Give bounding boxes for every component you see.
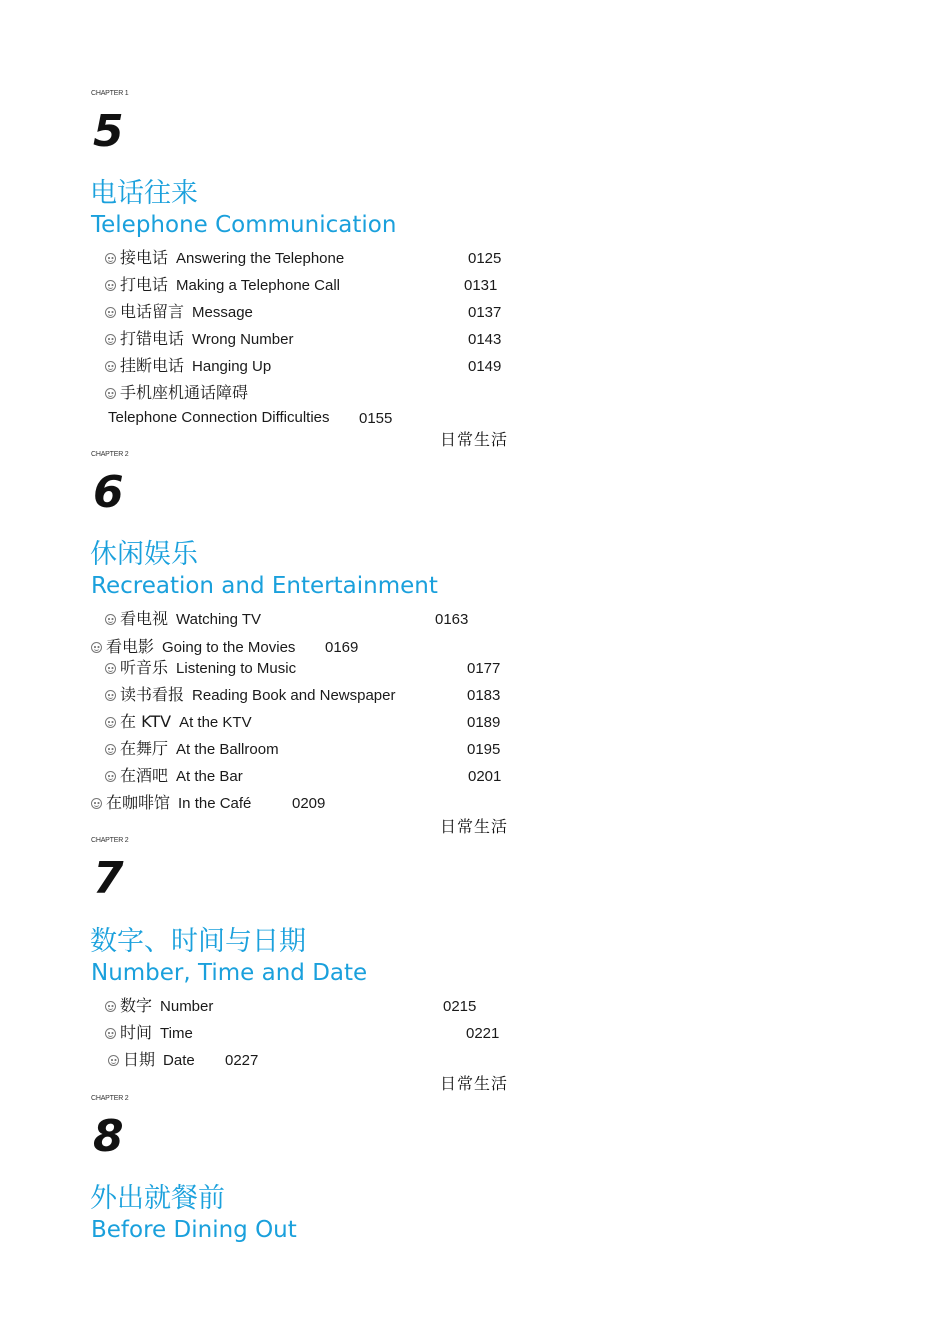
entry-title-en: Hanging Up (192, 358, 272, 375)
entry-title-en: Message (192, 304, 253, 321)
toc-entry[interactable] (105, 1024, 193, 1043)
entry-title-zh: 数字 (120, 996, 153, 1015)
toc-entry[interactable] (105, 330, 293, 349)
entry-title-zh: 在酒吧 (120, 766, 169, 785)
entry-title-en: At the KTV (179, 714, 252, 731)
page-number: 0131 (464, 277, 498, 294)
toc-entry[interactable] (105, 610, 261, 629)
entry-title-en: Listening to Music (176, 660, 297, 677)
page-number: 0215 (443, 998, 477, 1015)
entry-title-zh: 在舞厅 (120, 739, 169, 758)
entry-title-zh: 在咖啡馆 (106, 793, 171, 812)
chapter-title-zh: 休闲娱乐 (90, 539, 198, 570)
entry-title-zh: 看电影 (106, 637, 155, 656)
smiley-icon (105, 334, 116, 345)
smiley-icon (105, 361, 116, 372)
toc-entry[interactable] (105, 740, 279, 759)
chapter-label: CHAPTER 1 (91, 90, 129, 97)
chapter-title-en: Recreation and Entertainment (91, 573, 438, 599)
entry-title-en: At the Ballroom (176, 741, 279, 758)
smiley-icon (105, 744, 116, 755)
chapter-title-zh: 数字、时间与日期 (90, 926, 306, 957)
page-number: 0149 (468, 358, 502, 375)
smiley-icon (105, 614, 116, 625)
page-number: 0177 (467, 660, 501, 677)
chapter-number: 7 (93, 853, 124, 904)
entry-title-en: Time (160, 1025, 193, 1042)
page-number: 0183 (467, 687, 501, 704)
entry-title-en: In the Café (178, 795, 252, 812)
chapter-title-en: Number, Time and Date (91, 960, 368, 986)
chapter-title-zh: 电话往来 (90, 178, 198, 209)
smiley-icon (105, 253, 116, 264)
chapter-label: CHAPTER 2 (91, 837, 129, 844)
toc-entry[interactable] (105, 384, 256, 403)
page-number: 0227 (225, 1052, 259, 1069)
section-label: 日常生活 (440, 1074, 509, 1093)
smiley-icon (108, 1055, 119, 1066)
chapter-number: 5 (93, 106, 124, 157)
entry-title-zh: 电话留言 (120, 302, 185, 321)
page-number: 0155 (359, 410, 393, 427)
entry-title-zh: 打电话 (120, 275, 169, 294)
entry-title-zh: 看电视 (120, 609, 169, 628)
toc-entry[interactable] (108, 1051, 195, 1070)
entry-title-zh: 打错电话 (120, 329, 185, 348)
page-number: 0189 (467, 714, 501, 731)
page-number: 0201 (468, 768, 502, 785)
toc-entry[interactable] (105, 276, 340, 295)
toc-entry[interactable] (105, 357, 271, 376)
entry-title-zh: 日期 (123, 1050, 156, 1069)
smiley-icon (91, 798, 102, 809)
smiley-icon (105, 717, 116, 728)
entry-title-en: Telephone Connection Difficulties (108, 409, 330, 426)
smiley-icon (105, 280, 116, 291)
entry-title-en: Making a Telephone Call (176, 277, 341, 294)
chapter-title-zh: 外出就餐前 (90, 1183, 225, 1214)
entry-title-zh: 读书看报 (120, 685, 185, 704)
entry-title-en: At the Bar (176, 768, 243, 785)
toc-entry[interactable] (91, 638, 295, 657)
chapter-label: CHAPTER 2 (91, 451, 129, 458)
toc-entry[interactable] (105, 686, 395, 705)
entry-title-zh: 手机座机通话障碍 (120, 383, 249, 402)
entry-title-en: Watching TV (176, 611, 262, 628)
page-number: 0209 (292, 795, 326, 812)
page-number: 0195 (467, 741, 501, 758)
smiley-icon (105, 1001, 116, 1012)
toc-entry[interactable] (105, 303, 253, 322)
smiley-icon (105, 307, 116, 318)
entry-title-en: Wrong Number (192, 331, 294, 348)
entry-title-en: Going to the Movies (162, 639, 296, 656)
chapter-title-en: Telephone Communication (91, 212, 397, 238)
entry-title-en: Answering the Telephone (176, 250, 345, 267)
smiley-icon (91, 642, 102, 653)
chapter-title-en: Before Dining Out (91, 1217, 297, 1243)
entry-title-zh: 挂断电话 (120, 356, 185, 375)
page-number: 0163 (435, 611, 469, 628)
entry-title-zh: 接电话 (120, 248, 169, 267)
toc-entry[interactable] (105, 713, 252, 732)
entry-title-en: Number (160, 998, 214, 1015)
page-number: 0221 (466, 1025, 500, 1042)
toc-entry[interactable] (105, 997, 213, 1016)
entry-title-en: Date (163, 1052, 195, 1069)
entry-title-zh: 在 KTV (120, 712, 172, 731)
chapter-label: CHAPTER 2 (91, 1095, 129, 1102)
page-number: 0143 (468, 331, 502, 348)
section-label: 日常生活 (440, 817, 509, 836)
toc-entry[interactable] (91, 794, 251, 813)
entry-title-en: Reading Book and Newspaper (192, 687, 396, 704)
smiley-icon (105, 663, 116, 674)
toc-entry[interactable] (105, 249, 344, 268)
page-number: 0125 (468, 250, 502, 267)
toc-entry[interactable] (105, 767, 243, 786)
page-number: 0137 (468, 304, 502, 321)
section-label: 日常生活 (440, 430, 509, 449)
entry-title-zh: 听音乐 (120, 658, 169, 677)
smiley-icon (105, 1028, 116, 1039)
smiley-icon (105, 690, 116, 701)
chapter-number: 6 (93, 467, 124, 518)
toc-entry[interactable] (105, 659, 296, 678)
entry-title-zh: 时间 (120, 1023, 153, 1042)
smiley-icon (105, 771, 116, 782)
chapter-number: 8 (93, 1111, 124, 1162)
page-number: 0169 (325, 639, 359, 656)
smiley-icon (105, 388, 116, 399)
